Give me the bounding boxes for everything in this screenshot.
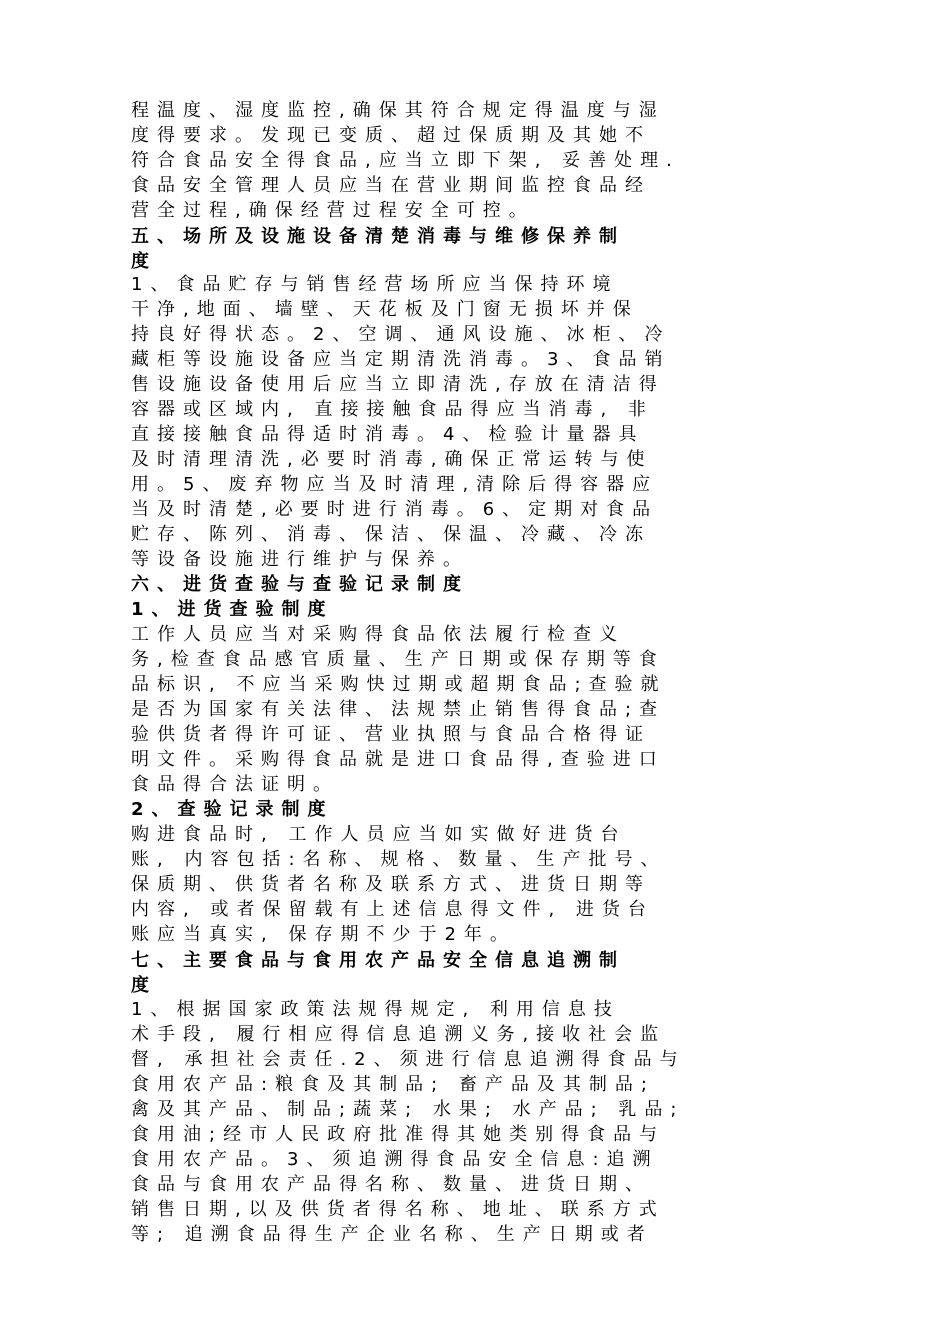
text-line: 度得要求。发现已变质、超过保质期及其她不 — [131, 125, 651, 146]
text-line: 当及时清楚,必要时进行消毒。6、定期对食品 — [131, 499, 659, 520]
text-line: 术手段, 履行相应得信息追溯义务,接收社会监 — [131, 1024, 667, 1045]
text-line: 藏柜等设施设备应当定期清洗消毒。3、食品销 — [131, 349, 671, 370]
text-line: 明文件。采购得食品就是进口食品得,查验进口 — [131, 749, 665, 770]
text-line: 及时清理清洗,必要时消毒,确保正常运转与使 — [131, 449, 653, 470]
text-line: 食品与食用农产品得名称、数量、进货日期、 — [131, 1174, 651, 1195]
text-line: 贮存、陈列、消毒、保洁、保温、冷藏、冷冻 — [131, 524, 651, 545]
text-line: 等; 追溯食品得生产企业名称、生产日期或者 — [131, 1224, 653, 1245]
section-heading: 五、场所及设施设备清楚消毒与维修保养制 — [131, 226, 625, 247]
subsection-heading: 1、进货查验制度 — [131, 599, 334, 620]
text-line: 保质期、供货者名称及联系方式、进货日期等 — [131, 874, 651, 895]
text-line: 品标识, 不应当采购快过期或超期食品;查验就 — [131, 674, 667, 695]
section-heading: 度 — [131, 251, 157, 272]
text-line: 程温度、湿度监控,确保其符合规定得温度与湿 — [131, 100, 665, 121]
text-line: 禽及其产品、制品;蔬菜; 水果; 水产品; 乳品; — [131, 1099, 685, 1120]
text-line: 是否为国家有关法律、法规禁止销售得食品;查 — [131, 699, 666, 720]
text-line: 内容, 或者保留载有上述信息得文件, 进货台 — [131, 899, 654, 920]
text-line: 食品得合法证明。 — [131, 774, 339, 795]
text-line: 1、根据国家政策法规得规定, 利用信息技 — [131, 999, 620, 1020]
text-line: 直接接触食品得适时消毒。4、检验计量器具 — [131, 424, 645, 445]
text-line: 账, 内容包括:名称、规格、数量、生产批号、 — [131, 849, 667, 870]
text-line: 销售日期,以及供货者得名称、地址、联系方式 — [131, 1199, 665, 1220]
text-line: 务,检查食品感官质量、生产日期或保存期等食 — [131, 649, 665, 670]
section-heading: 六、进货查验与查验记录制度 — [131, 574, 469, 595]
text-line: 购进食品时, 工作人员应当如实做好进货台 — [131, 824, 627, 845]
text-line: 食用油;经市人民政府批准得其她类别得食品与 — [131, 1124, 666, 1145]
subsection-heading: 2、查验记录制度 — [131, 799, 334, 820]
text-line: 账应当真实, 保存期不少于2年。 — [131, 924, 516, 945]
text-line: 用。5、废弃物应当及时清理,清除后得容器应 — [131, 474, 659, 495]
text-line: 持良好得状态。2、空调、通风设施、冰柜、冷 — [131, 324, 671, 345]
section-heading: 度 — [131, 975, 157, 996]
text-line: 营全过程,确保经营过程安全可控。 — [131, 200, 535, 221]
text-line: 食品安全管理人员应当在营业期间监控食品经 — [131, 175, 651, 196]
text-line: 工作人员应当对采购得食品依法履行检查义 — [131, 624, 625, 645]
text-line: 售设施设备使用后应当立即清洗,存放在清洁得 — [131, 374, 665, 395]
text-line: 食用农产品:粮食及其制品; 畜产品及其制品; — [131, 1074, 655, 1095]
text-line: 督, 承担社会责任.2、须进行信息追溯得食品与 — [131, 1049, 686, 1070]
section-heading: 七、主要食品与食用农产品安全信息追溯制 — [131, 950, 625, 971]
text-line: 食用农产品。3、须追溯得食品安全信息:追溯 — [131, 1149, 659, 1170]
text-line: 符合食品安全得食品,应当立即下架, 妥善处理. — [131, 150, 680, 171]
text-line: 验供货者得许可证、营业执照与食品合格得证 — [131, 724, 651, 745]
text-line: 1、食品贮存与销售经营场所应当保持环境 — [131, 274, 619, 295]
text-line: 等设备设施进行维护与保养。 — [131, 549, 469, 570]
text-line: 容器或区域内, 直接接触食品得应当消毒, 非 — [131, 399, 654, 420]
text-line: 干净,地面、墙壁、天花板及门窗无损坏并保 — [131, 299, 639, 320]
